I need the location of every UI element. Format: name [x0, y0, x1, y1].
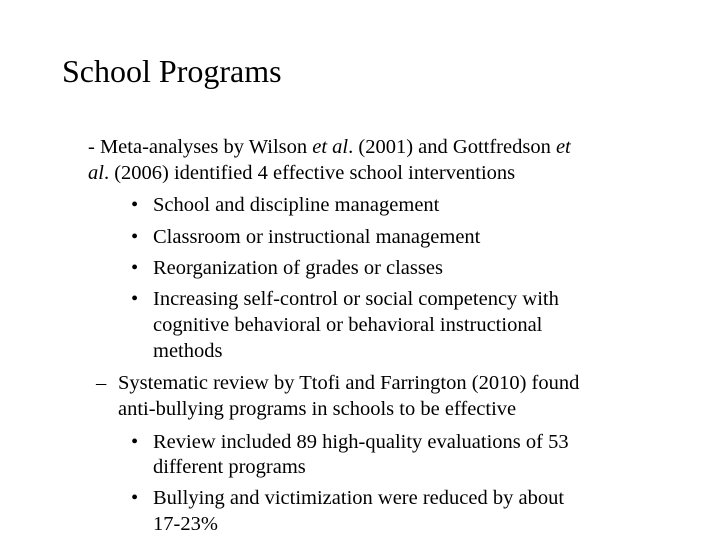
text: . (2006) identified 4 effective school interventions: [103, 162, 516, 184]
intervention-item-cont: cognitive behavioral or behavioral instructional: [153, 314, 543, 336]
finding-item-cont: different programs: [153, 456, 306, 478]
intro-line-2: [88, 161, 515, 185]
bullet-icon: •: [131, 226, 139, 248]
finding-item-cont: 17-23%: [153, 513, 218, 535]
review-text: anti-bullying programs in schools to be effective: [118, 398, 517, 420]
dash: -: [88, 136, 95, 158]
intervention-item-cont: methods: [153, 340, 223, 362]
text: . (2001) and Gottfredson: [348, 136, 556, 158]
italic-text: et: [555, 136, 571, 158]
italic-text: al: [88, 162, 104, 184]
bullet-icon: •: [131, 257, 139, 279]
bullet-icon: •: [131, 288, 139, 310]
intro-line-1: [88, 135, 571, 159]
bullet-icon: •: [131, 194, 139, 216]
italic-text: et al: [312, 136, 349, 158]
bullet-icon: •: [131, 487, 139, 509]
finding-item: Bullying and victimization were reduced by about: [153, 487, 565, 509]
intervention-item: Classroom or instructional management: [153, 226, 481, 248]
finding-item: Review included 89 high-quality evaluations of 53: [153, 431, 569, 453]
intervention-item: Reorganization of grades or classes: [153, 257, 443, 279]
intervention-item: Increasing self-control or social competency with: [153, 288, 559, 310]
review-text: Systematic review by Ttofi and Farrington (2010) found: [118, 372, 580, 394]
bullet-icon: •: [131, 431, 139, 453]
slide-title: School Programs: [62, 53, 282, 89]
text: Meta-analyses by Wilson: [99, 136, 313, 158]
dash: –: [96, 372, 107, 394]
intervention-item: School and discipline management: [153, 194, 440, 216]
